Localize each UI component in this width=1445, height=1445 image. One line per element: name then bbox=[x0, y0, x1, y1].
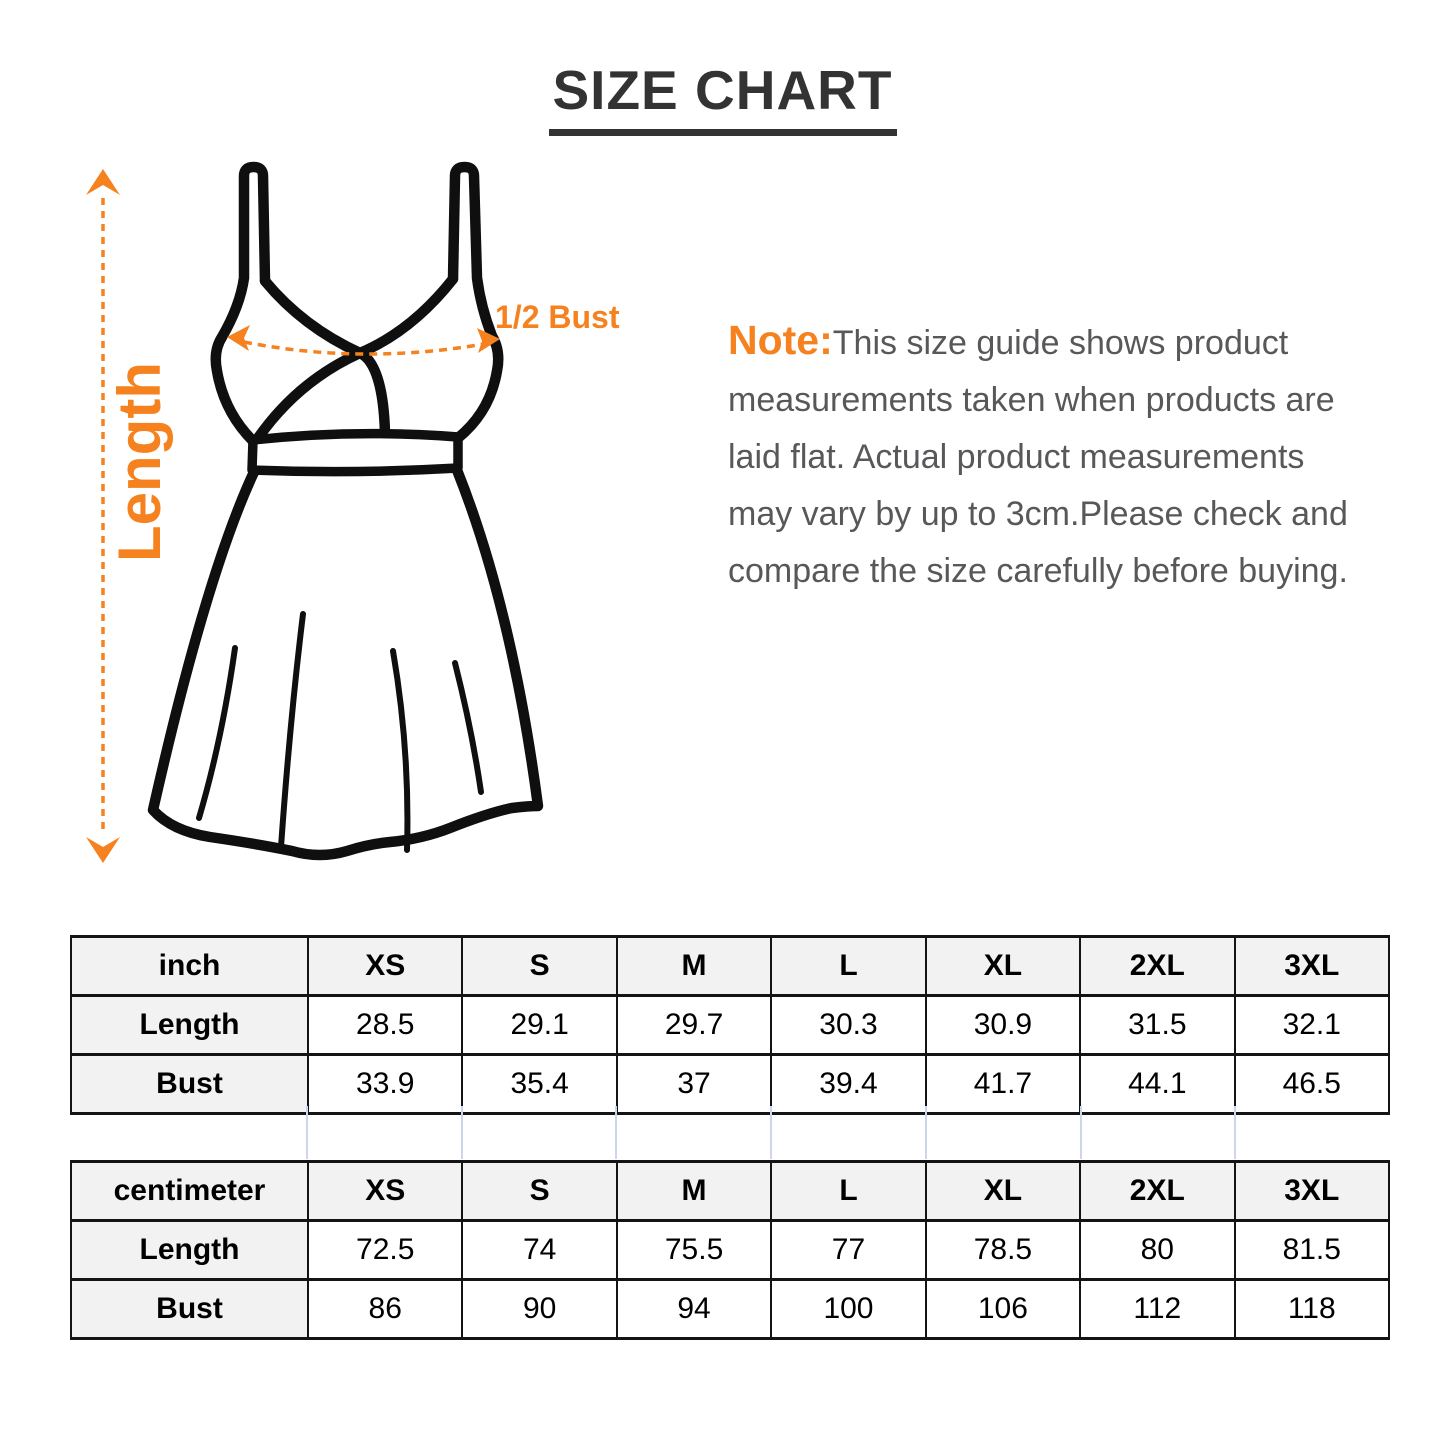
value-cell: 31.5 bbox=[1080, 996, 1234, 1055]
gridline bbox=[1234, 1106, 1236, 1159]
value-cell: 94 bbox=[617, 1280, 771, 1339]
size-table-centimeter bbox=[70, 1160, 1390, 1340]
value-cell: 30.9 bbox=[926, 996, 1080, 1055]
note-line bbox=[728, 312, 1428, 372]
dress-left-strap-and-seam bbox=[216, 167, 265, 441]
value-cell: 90 bbox=[462, 1280, 616, 1339]
gridline bbox=[306, 1106, 308, 1159]
size-header-cell: L bbox=[771, 1162, 925, 1221]
skirt-fold-line bbox=[199, 648, 235, 818]
note-line: laid flat. Actual product measurements bbox=[728, 438, 1305, 476]
value-cell: 30.3 bbox=[771, 996, 925, 1055]
note-label: Note: bbox=[728, 317, 833, 363]
size-header-cell: XL bbox=[926, 1162, 1080, 1221]
value-cell: 86 bbox=[308, 1280, 462, 1339]
dress-right-strap-and-seam bbox=[453, 167, 498, 438]
size-header-cell: M bbox=[617, 937, 771, 996]
skirt-fold-line bbox=[455, 663, 481, 792]
length-arrow-up-icon bbox=[86, 169, 120, 195]
value-cell: 44.1 bbox=[1080, 1055, 1234, 1114]
table-header-row bbox=[71, 937, 1389, 996]
gridline bbox=[461, 1106, 463, 1159]
value-cell: 106 bbox=[926, 1280, 1080, 1339]
gridline bbox=[615, 1106, 617, 1159]
note bbox=[728, 312, 1428, 600]
size-header-cell: 2XL bbox=[1080, 1162, 1234, 1221]
gridline bbox=[1080, 1106, 1082, 1159]
table-row-bust bbox=[71, 1055, 1389, 1114]
value-cell: 46.5 bbox=[1235, 1055, 1389, 1114]
length-label: Length bbox=[106, 362, 173, 562]
page-title: SIZE CHART bbox=[549, 58, 897, 136]
value-cell: 33.9 bbox=[308, 1055, 462, 1114]
value-cell: 72.5 bbox=[308, 1221, 462, 1280]
size-header-cell: S bbox=[462, 937, 616, 996]
gridline bbox=[925, 1106, 927, 1159]
note-line: may vary by up to 3cm.Please check and bbox=[728, 495, 1348, 533]
table-header-row bbox=[71, 1162, 1389, 1221]
size-header-cell: 3XL bbox=[1235, 1162, 1389, 1221]
size-table-inch bbox=[70, 935, 1390, 1115]
value-cell: 39.4 bbox=[771, 1055, 925, 1114]
value-cell: 78.5 bbox=[926, 1221, 1080, 1280]
value-cell: 112 bbox=[1080, 1280, 1234, 1339]
dress-waistband bbox=[252, 434, 458, 472]
length-arrow-down-icon bbox=[86, 837, 120, 863]
size-diagram bbox=[60, 150, 660, 930]
value-cell: 29.1 bbox=[462, 996, 616, 1055]
page-title-wrap bbox=[0, 58, 1445, 136]
value-cell: 81.5 bbox=[1235, 1221, 1389, 1280]
table-row-length bbox=[71, 1221, 1389, 1280]
unit-header-cell: inch bbox=[71, 937, 308, 996]
bust-label: 1/2 Bust bbox=[495, 299, 620, 335]
row-label-cell: Bust bbox=[71, 1055, 308, 1114]
table-row-bust bbox=[71, 1280, 1389, 1339]
value-cell: 35.4 bbox=[462, 1055, 616, 1114]
size-header-cell: 3XL bbox=[1235, 937, 1389, 996]
size-header-cell: L bbox=[771, 937, 925, 996]
size-header-cell: 2XL bbox=[1080, 937, 1234, 996]
size-header-cell: XS bbox=[308, 1162, 462, 1221]
value-cell: 74 bbox=[462, 1221, 616, 1280]
note-line: compare the size carefully before buying. bbox=[728, 552, 1348, 590]
dress-skirt bbox=[153, 470, 538, 855]
size-header-cell: S bbox=[462, 1162, 616, 1221]
value-cell: 80 bbox=[1080, 1221, 1234, 1280]
size-header-cell: M bbox=[617, 1162, 771, 1221]
value-cell: 29.7 bbox=[617, 996, 771, 1055]
value-cell: 37 bbox=[617, 1055, 771, 1114]
gap-gridlines bbox=[0, 1106, 1445, 1159]
value-cell: 77 bbox=[771, 1221, 925, 1280]
value-cell: 28.5 bbox=[308, 996, 462, 1055]
size-header-cell: XL bbox=[926, 937, 1080, 996]
table-row-length bbox=[71, 996, 1389, 1055]
value-cell: 75.5 bbox=[617, 1221, 771, 1280]
value-cell: 118 bbox=[1235, 1280, 1389, 1339]
row-label-cell: Bust bbox=[71, 1280, 308, 1339]
skirt-fold-line bbox=[281, 614, 303, 847]
size-header-cell: XS bbox=[308, 937, 462, 996]
value-cell: 41.7 bbox=[926, 1055, 1080, 1114]
gridline bbox=[770, 1106, 772, 1159]
skirt-fold-line bbox=[393, 651, 407, 850]
row-label-cell: Length bbox=[71, 996, 308, 1055]
note-line-text: This size guide shows product bbox=[832, 324, 1289, 362]
row-label-cell: Length bbox=[71, 1221, 308, 1280]
note-line: measurements taken when products are bbox=[728, 381, 1335, 419]
value-cell: 100 bbox=[771, 1280, 925, 1339]
value-cell: 32.1 bbox=[1235, 996, 1389, 1055]
unit-header-cell: centimeter bbox=[71, 1162, 308, 1221]
dress-outline bbox=[153, 167, 538, 855]
